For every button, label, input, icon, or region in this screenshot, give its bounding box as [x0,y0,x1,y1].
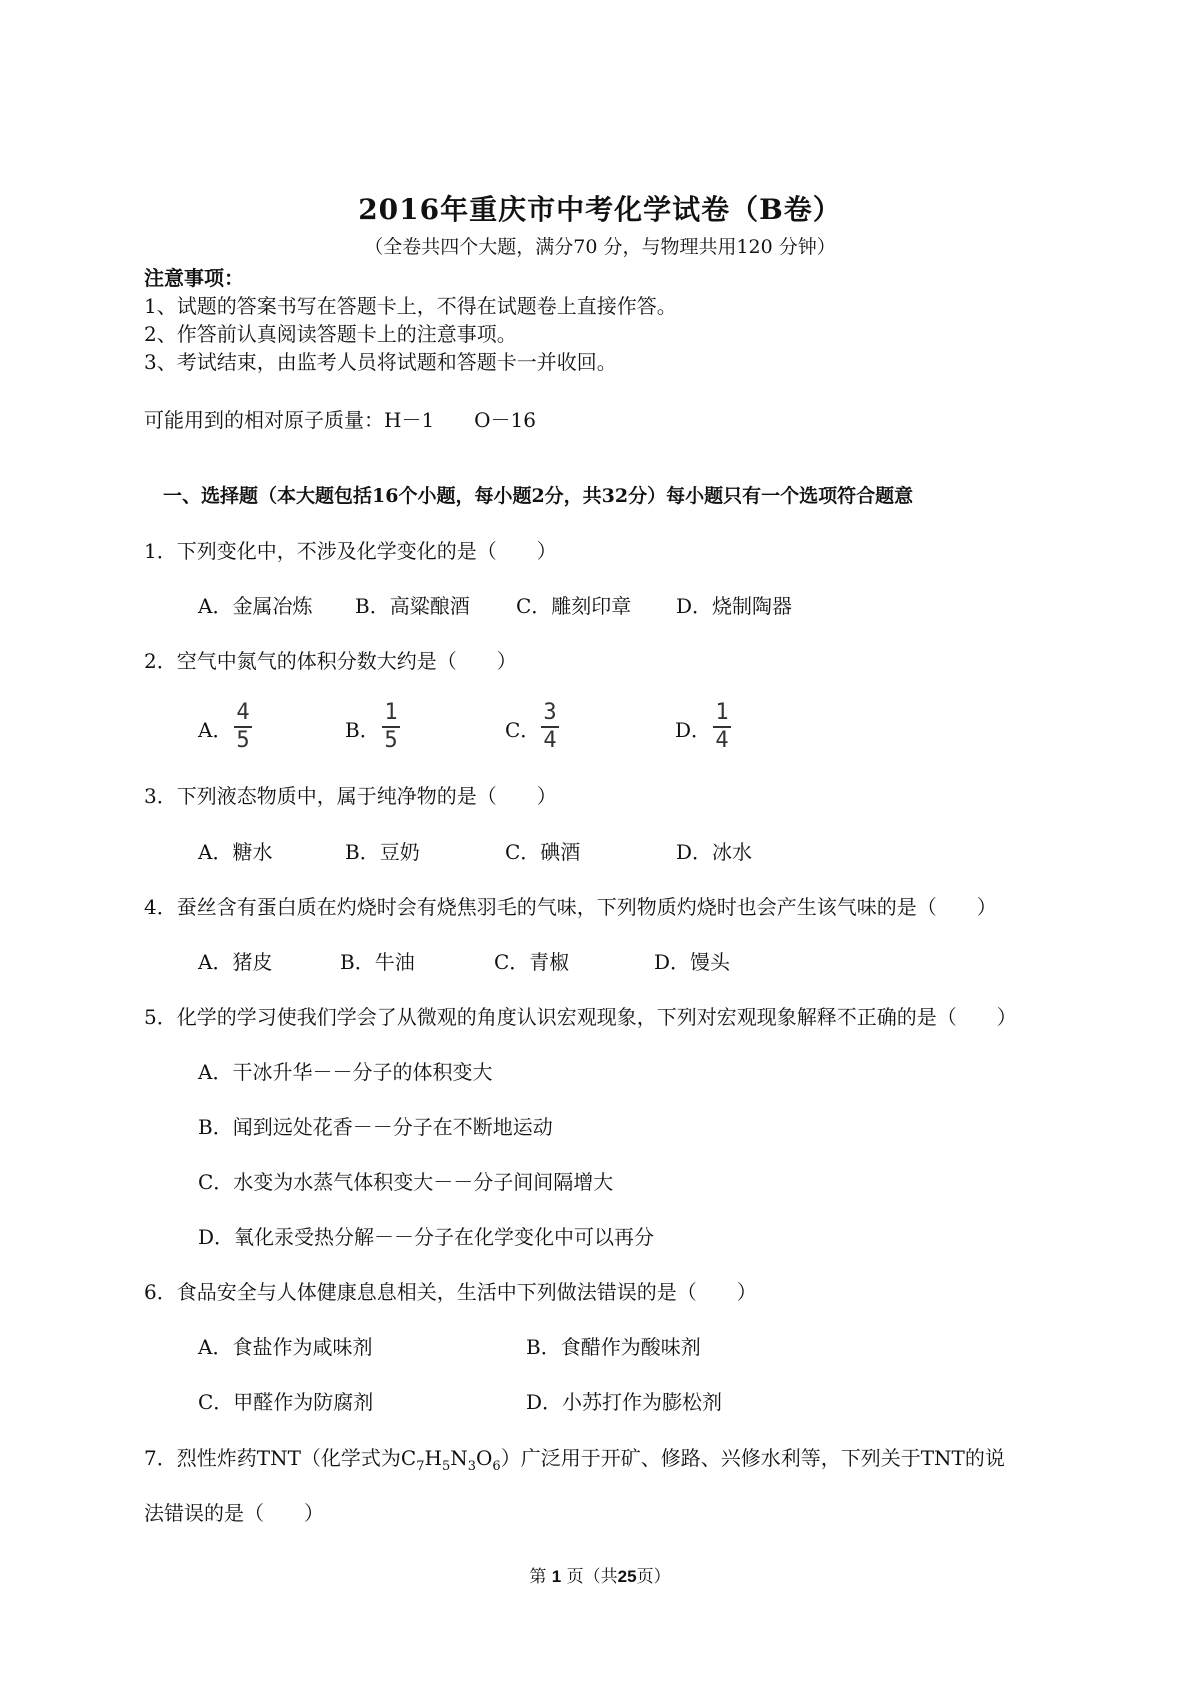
q2-option-a-fraction [234,702,252,752]
page-footer [0,1562,1200,1587]
q7-element-n: N [450,1446,468,1470]
q2-option-a-denominator: 5 [236,728,250,753]
footer-pre: 第 [529,1567,547,1587]
q7-subscript-n: 3 [467,1459,477,1474]
question-4-stem: 4．蚕丝含有蛋白质在灼烧时会有烧焦羽毛的气味，下列物质灼烧时也会产生该气味的是（ ） [144,895,997,919]
notice-item-2: 2、作答前认真阅读答题卡上的注意事项。 [144,322,517,346]
q4-option-c: C．青椒 [494,950,570,974]
q1-option-d: D．烧制陶器 [676,594,793,618]
q5-option-a: A．干冰升华－－分子的体积变大 [198,1060,493,1084]
q7-subscript-h: 5 [441,1459,451,1474]
question-1-stem: 1．下列变化中，不涉及化学变化的是（ ） [144,539,557,563]
q7-subscript-o: 6 [492,1459,501,1474]
page-title: 2016年重庆市中考化学试卷（B卷） [358,193,842,226]
q2-option-d-label: D． [675,718,712,742]
question-3-stem: 3．下列液态物质中，属于纯净物的是（ ） [144,784,557,808]
question-5-stem: 5．化学的学习使我们学会了从微观的角度认识宏观现象，下列对宏观现象解释不正确的是（ ） [144,1005,1017,1029]
q6-option-c: C．甲醛作为防腐剂 [198,1390,374,1414]
q2-option-c-denominator: 4 [543,728,557,753]
q2-option-b-fraction [382,702,400,752]
atomic-mass-line: 可能用到的相对原子质量：H－1 O－16 [144,408,537,432]
footer-total-pages: 25 [617,1567,637,1586]
question-7-stem-line-2: 法错误的是（ ） [144,1501,324,1525]
q3-option-b: B．豆奶 [345,840,420,864]
footer-mid: 页（共 [566,1567,618,1587]
q2-option-a-numerator: 4 [236,700,250,725]
question-7-stem [144,1442,1005,1474]
question-6-stem: 6．食品安全与人体健康息息相关，生活中下列做法错误的是（ ） [144,1280,757,1304]
q2-option-c-fraction [541,702,559,752]
q7-element-h: H [424,1446,442,1470]
q2-option-b-numerator: 1 [384,700,398,725]
q3-option-c: C．碘酒 [505,840,581,864]
q2-option-b-label: B． [345,718,380,742]
q1-option-c: C．雕刻印章 [516,594,632,618]
footer-page-number: 1 [551,1567,562,1586]
q1-option-a: A．金属冶炼 [198,594,313,618]
q2-option-c-numerator: 3 [543,700,557,725]
q6-option-d: D．小苏打作为膨松剂 [526,1390,723,1414]
footer-post: 页） [636,1567,671,1587]
q4-option-b: B．牛油 [340,950,415,974]
q7-stem-pre: 7．烈性炸药TNT（化学式为C [144,1446,417,1470]
question-2-stem: 2．空气中氮气的体积分数大约是（ ） [144,649,517,673]
q7-element-o: O [476,1446,493,1470]
q5-option-d: D．氧化汞受热分解－－分子在化学变化中可以再分 [198,1225,655,1249]
q2-option-d-numerator: 1 [715,700,729,725]
q6-option-a: A．食盐作为咸味剂 [198,1335,373,1359]
q3-option-a: A．糖水 [198,840,273,864]
q2-option-d-fraction [713,702,731,752]
q5-option-c: C．水变为水蒸气体积变大－－分子间间隔增大 [198,1170,614,1194]
q7-subscript-c: 7 [416,1459,425,1474]
q2-option-d-denominator: 4 [715,728,729,753]
q4-option-a: A．猪皮 [198,950,273,974]
q7-stem-post: ）广泛用于开矿、修路、兴修水利等，下列关于TNT的说 [500,1446,1005,1470]
q3-option-d: D．冰水 [676,840,753,864]
q6-option-b: B．食醋作为酸味剂 [526,1335,701,1359]
q2-option-b-denominator: 5 [384,728,398,753]
notice-item-3: 3、考试结束，由监考人员将试题和答题卡一并收回。 [144,350,617,374]
q5-option-b: B．闻到远处花香－－分子在不断地运动 [198,1115,553,1139]
notice-item-1: 1、试题的答案书写在答题卡上，不得在试题卷上直接作答。 [144,294,677,318]
q2-option-a-label: A． [198,718,233,742]
section-heading: 一、选择题（本大题包括16个小题，每小题2分，共32分）每小题只有一个选项符合题意 [163,485,914,507]
q1-option-b: B．高粱酿酒 [355,594,470,618]
page-subtitle: （全卷共四个大题，满分70 分，与物理共用120 分钟） [364,236,836,258]
notice-heading: 注意事项： [144,266,244,290]
q4-option-d: D．馒头 [654,950,731,974]
q2-option-c-label: C． [505,718,541,742]
